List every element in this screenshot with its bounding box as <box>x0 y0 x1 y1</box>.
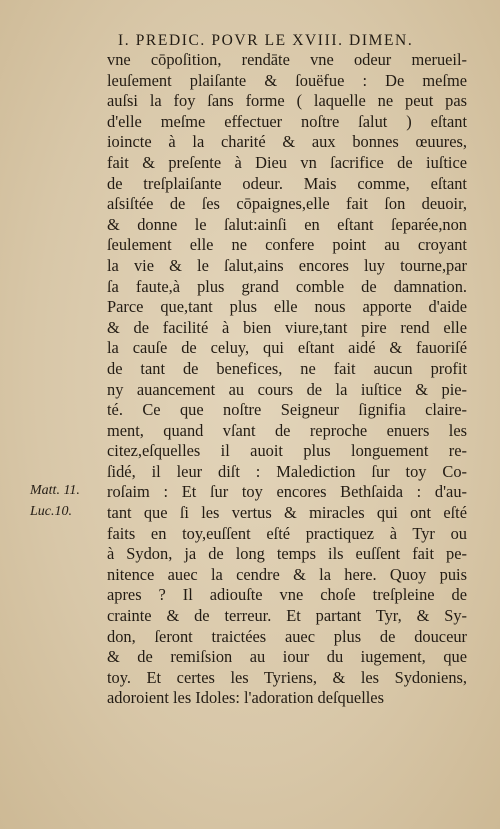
text-line: citez,eſquelles il auoit plus longuement re- <box>107 441 467 461</box>
text-line: ment, quand vſant de reproche enuers les <box>107 420 467 440</box>
text-line: la vie & le ſalut,ains encores luy tourne,par <box>107 255 467 275</box>
text-line: la cauſe de celuy, qui eſtant aidé & fauoriſé <box>107 338 467 358</box>
body-text <box>107 50 467 709</box>
text-line: toy. Et certes les Tyriens, & les Sydoniens, <box>107 667 467 687</box>
text-line: d'elle meſme effectuer noſtre ſalut ) eſtant <box>107 111 467 131</box>
text-line: vne cōpoſition, rendāte vne odeur merueil- <box>107 50 467 69</box>
text-line: aſsiſtée de ſes cōpaignes,elle fait ſon deuoir, <box>107 194 467 214</box>
text-line: leuſement plaiſante & ſouëfue : De meſme <box>107 70 467 90</box>
text-line: Parce que,tant plus elle nous apporte d'aide <box>107 297 467 317</box>
text-line: ſa faute,à plus grand comble de damnation. <box>107 276 467 296</box>
margin-note: Luc.10. <box>30 503 72 519</box>
text-line: de treſplaiſante odeur. Mais comme, eſtant <box>107 173 467 193</box>
text-line: ny auancement au cours de la iuſtice & pie- <box>107 379 467 399</box>
text-line: & de facilité à bien viure,tant pire rend elle <box>107 317 467 337</box>
text-line: té. Ce que noſtre Seigneur ſignifia claire- <box>107 400 467 420</box>
text-line: tant que ſi les vertus & miracles qui ont eſté <box>107 503 467 523</box>
text-line: nitence auec la cendre & la here. Quoy puis <box>107 564 467 584</box>
text-line: roſaim : Et ſur toy encores Bethſaida : d'au- <box>107 482 467 502</box>
text-line: ſeulement elle ne confere point au croyant <box>107 235 467 255</box>
margin-note: Matt. 11. <box>30 483 80 498</box>
margin-notes <box>30 481 100 522</box>
running-head: I. PREDIC. POVR LE XVIII. DIMEN. <box>118 32 414 49</box>
text-line: adoroient les Idoles: l'adoration deſquelles <box>107 688 384 708</box>
text-line: & donne le ſalut:ainſi en eſtant ſeparée,non <box>107 214 467 234</box>
text-line: ſidé, il leur diſt : Malediction ſur toy Co- <box>107 461 467 481</box>
text-line: don, ſeront traictées auec plus de douceur <box>107 626 467 646</box>
text-line: faits en toy,euſſent eſté practiquez à Tyr ou <box>107 523 467 543</box>
text-line: ioincte à la charité & aux bonnes œuures, <box>107 132 467 152</box>
text-line: fait & preſente à Dieu vn ſacrifice de iuſtice <box>107 152 467 172</box>
text-line: à Sydon, ja de long temps ils euſſent fait pe- <box>107 544 467 564</box>
text-line: de tant de benefices, ne fait aucun profit <box>107 358 467 378</box>
text-line: crainte & de terreur. Et partant Tyr, & Sy- <box>107 606 467 626</box>
text-line: apres ? Il adiouſte vne choſe treſpleine de <box>107 585 467 605</box>
text-line: & de remiſsion au iour du iugement, que <box>107 647 467 667</box>
text-line: auſsi la foy ſans forme ( laquelle ne peut pas <box>107 91 467 111</box>
